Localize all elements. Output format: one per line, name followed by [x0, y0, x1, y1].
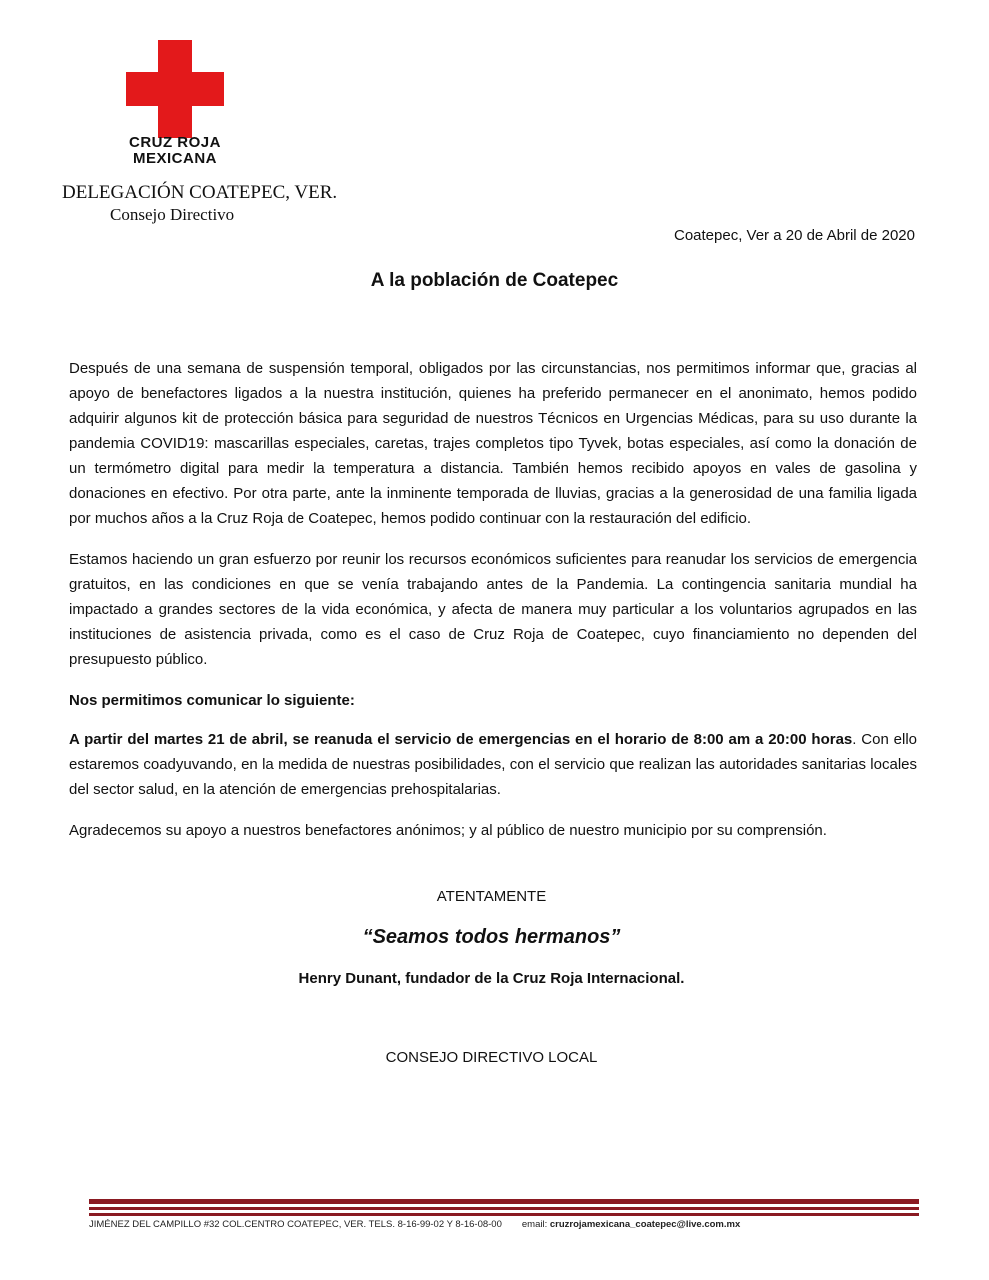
logo-line-2: MEXICANA [132, 150, 217, 167]
closing-attribution: Henry Dunant, fundador de la Cruz Roja Internacional. [298, 970, 685, 987]
council-heading: Consejo Directivo [110, 205, 235, 224]
letter-date: Coatepec, Ver a 20 de Abril de 2020 [673, 227, 915, 244]
footer-rule-thin [89, 1213, 919, 1216]
paragraph-5: Agradecemos su apoyo a nuestros benefactores anónimos; y al público de nuestro municipio por su comprensión. [69, 822, 827, 839]
logo-line-1: CRUZ ROJA [128, 134, 221, 151]
red-cross-logo-icon [126, 40, 224, 138]
announcement-lead: Nos permitimos comunicar lo siguiente: [69, 692, 355, 709]
paragraph-4 [69, 727, 917, 802]
letter-body [69, 356, 917, 859]
footer-rule-mid [89, 1207, 919, 1210]
paragraph-3 [69, 688, 917, 713]
closing-atentamente: ATENTAMENTE [436, 888, 547, 905]
footer-email-label: email: [521, 1219, 550, 1230]
announcement-rest: . Con ello estaremos coadyuvando, en la medida de nuestras posibilidades, con el servicio que realizan las autoridades sanitarias locales del sector salud, en la atención de emergencias prehospitalarias. [69, 731, 917, 798]
delegation-heading: DELEGACIÓN COATEPEC, VER. [62, 182, 338, 203]
paragraph-1: Después de una semana de suspensión temporal, obligados por las circunstancias, nos permitimos informar que, gracias al apoyo de benefactores ligados a la nuestra institución, quienes ha preferido permanecer en el anonimato, hemos podido adquirir algunos kit de protección básica para seguridad de nuestros Técnicos en Urgencias Médicas, para su uso durante la pandemia COVID19: mascarillas especiales, caretas, trajes completos tipo Tyvek, botas especiales, así como la donación de un termómetro digital para medir la temperatura a distancia. También hemos recibido apoyos en vales de gasolina y donaciones en efectivo. Por otra parte, ante la inminente temporada de lluvias, gracias a la generosidad de una familia ligada por muchos años a la Cruz Roja de Coatepec, hemos podido continuar con la restauración del edificio. [69, 360, 917, 527]
closing-motto: “Seamos todos hermanos” [362, 926, 621, 948]
footer-email: cruzrojamexicana_coatepec@live.com.mx [549, 1219, 741, 1230]
closing-signature: CONSEJO DIRECTIVO LOCAL [385, 1049, 598, 1066]
footer-address: JIMÉNEZ DEL CAMPILLO #32 COL.CENTRO COATEPEC, VER. TELS. 8-16-99-02 Y 8-16-08-00 [89, 1219, 502, 1230]
footer-rule-thick [89, 1199, 919, 1204]
footer [89, 1219, 740, 1230]
letter-title: A la población de Coatepec [370, 270, 619, 291]
announcement-bold: A partir del martes 21 de abril, se reanuda el servicio de emergencias en el horario de 8:00 am a 20:00 horas [69, 731, 853, 748]
paragraph-2: Estamos haciendo un gran esfuerzo por reunir los recursos económicos suficientes para reanudar los servicios de emergencia gratuitos, en las condiciones en que se venía trabajando antes de la Pandemia. La contingencia sanitaria mundial ha impactado a grandes sectores de la vida económica, y afecta de manera muy particular a los voluntarios agrupados en las instituciones de asistencia privada, como es el caso de Cruz Roja de Coatepec, cuyo financiamiento no dependen del presupuesto público. [69, 551, 917, 668]
